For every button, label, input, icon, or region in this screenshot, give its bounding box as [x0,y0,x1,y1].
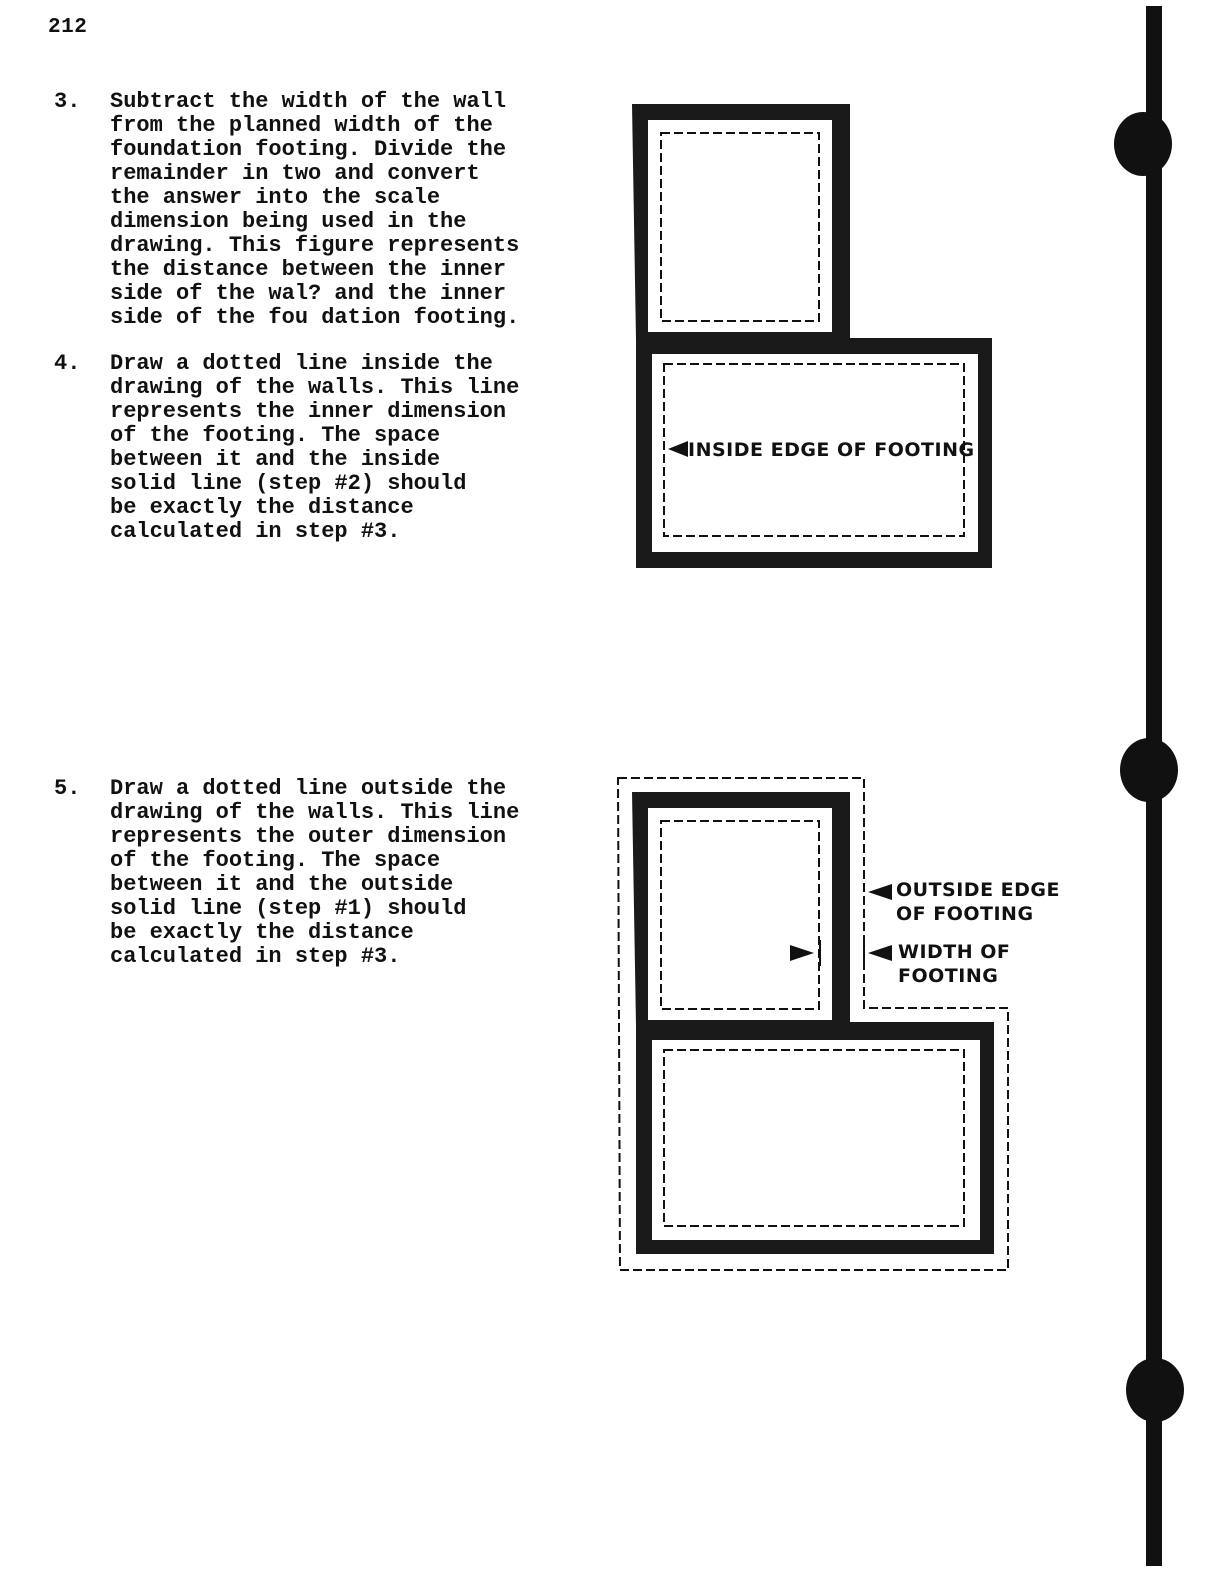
footing-width-label: WIDTH OF FOOTING [898,941,1011,987]
outer-footing-diagram [618,778,1011,1270]
upper-room [648,120,832,332]
step-text: Draw a dotted line inside the drawing of the walls. This line represents the inner dimension of the footing. The space between it and the inside solid line (step #2) should be exactly the distance calculated in step #3. [110,351,520,544]
step-number: 5. [54,776,81,801]
outside-edge-label: OUTSIDE EDGE OF FOOTING [896,879,1060,925]
step-text: Subtract the width of the wall from the planned width of the foundation footing. Divide the remainder in two and convert the answer into the scale dimension being used in the drawing. This figure represents the distance between the inner side of the wal? and the inner side of the fou dation footing. [110,89,520,330]
step-number: 3. [54,89,81,114]
binder-ring-icon [1120,738,1178,802]
step-number: 4. [54,351,81,376]
binder-ring-icon [1114,112,1172,176]
arrow-icon [868,884,892,900]
inside-edge-label: INSIDE EDGE OF FOOTING [688,439,975,461]
binder-ring-icon [1126,1358,1184,1422]
arrow-icon [868,945,892,961]
step-text: Draw a dotted line outside the drawing of the walls. This line represents the outer dimension of the footing. The space between it and the outside solid line (step #1) should be exactly the distance calculated in step #3. [110,776,520,969]
upper-room [648,808,832,1020]
page-number: 212 [48,16,88,39]
inner-footing-diagram [632,104,992,568]
lower-room [652,1040,980,1240]
